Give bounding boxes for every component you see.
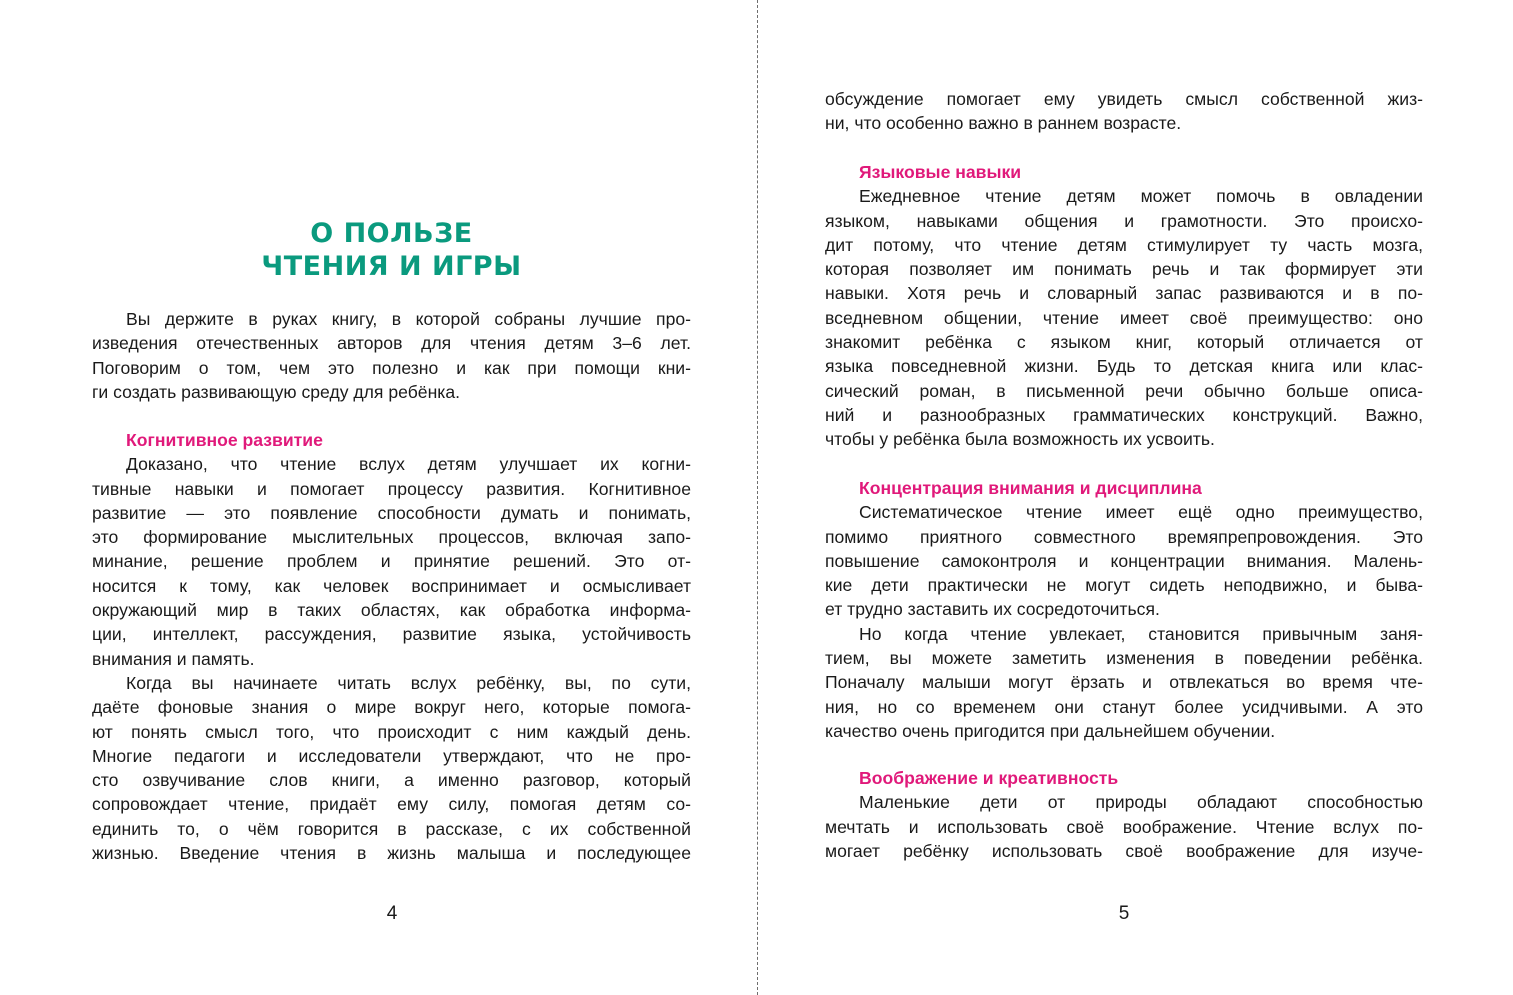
text-line: Доказано, что чтение вслух детям улучшает их когни- [126, 454, 691, 475]
text-line: Поговорим о том, чем это полезно и как при помощи кни- [92, 357, 691, 378]
text-line: навыки. Хотя речь и словарный запас развиваются и в по- [825, 283, 1423, 304]
text-line: помимо приятного совместного времяпрепровождения. Это [825, 526, 1423, 547]
text-line: тивные навыки и помогает процессу развития. Когнитивное [92, 478, 691, 499]
section-heading-language: Языковые навыки [859, 162, 1022, 182]
continuation-paragraph [825, 87, 1423, 136]
page-number: 5 [1118, 903, 1130, 924]
section-cognitive [92, 428, 691, 865]
text-line: ции, интеллект, рассуждения, развитие языка, устойчивость [92, 624, 691, 645]
text-line: мечтать и использовать своё воображение. Чтение вслух по- [825, 816, 1423, 837]
text-line: повышение самоконтроля и концентрации внимания. Малень- [825, 550, 1423, 571]
text-line: вседневном общении, чтение имеет своё преимущество: оно [825, 307, 1423, 328]
text-line: Вы держите в руках книгу, в которой собраны лучшие про- [126, 309, 691, 329]
text-line: сто озвучивание слов книги, а именно разговор, который [92, 770, 691, 791]
section-concentration [825, 476, 1423, 743]
text-line: внимания и память. [92, 648, 255, 669]
text-line: единить то, о чём говорится в рассказе, с их собственной [92, 818, 691, 839]
section-heading-concentration: Концентрация внимания и дисциплина [859, 478, 1202, 498]
text-line: кие дети практически не могут сидеть неподвижно, и быва- [825, 575, 1423, 596]
left-page [92, 0, 691, 995]
chapter-title-line-1: О ПОЛЬЗЕ [310, 218, 473, 249]
text-line: Ежедневное чтение детям может помочь в овладении [859, 186, 1423, 207]
text-line: ги создать развивающую среду для ребёнка. [92, 381, 461, 402]
text-line: окружающий мир в таких областях, как обработка информа- [92, 600, 691, 621]
text-line: дит потому, что чтение детям стимулирует ту часть мозга, [825, 234, 1423, 255]
text-line: качество очень пригодится при дальнейшем обучении. [825, 720, 1276, 741]
section-heading-imagination: Воображение и креативность [859, 768, 1119, 788]
text-line: языком, навыками общения и грамотности. Это происхо- [825, 210, 1423, 231]
text-line: ний и разнообразных грамматических конструкций. Важно, [825, 404, 1423, 425]
chapter-title-line-2: ЧТЕНИЯ И ИГРЫ [261, 251, 522, 282]
text-line: чтобы у ребёнка была возможность их усвоить. [825, 429, 1215, 450]
text-line: тием, вы можете заметить изменения в поведении ребёнка. [825, 648, 1423, 669]
text-line: изведения отечественных авторов для чтения детям 3–6 лет. [92, 333, 691, 354]
text-line: Многие педагоги и исследователи утверждают, что не про- [92, 745, 691, 766]
text-line: ни, что особенно важно в раннем возрасте. [825, 113, 1182, 134]
section-heading-cognitive: Когнитивное развитие [126, 430, 323, 450]
chapter-title [92, 217, 691, 283]
text-line: Поначалу малыши могут ёрзать и отвлекаться во время чте- [825, 672, 1423, 693]
spread-divider [757, 0, 758, 995]
text-line: Систематическое чтение имеет ещё одно преимущество, [859, 502, 1423, 523]
text-line: даёте фоновые знания о мире вокруг него, которые помога- [92, 697, 691, 718]
text-line: носится к тому, как человек воспринимает и осмысливает [92, 575, 691, 596]
section-language [825, 160, 1423, 452]
text-line: сический роман, в письменной речи обычно больше описа- [825, 380, 1423, 401]
text-line: Но когда чтение увлекает, становится привычным заня- [859, 623, 1423, 644]
text-line: Маленькие дети от природы обладают способностью [859, 792, 1423, 813]
text-line: Когда вы начинаете читать вслух ребёнку, вы, по сути, [126, 672, 691, 693]
text-line: могает ребёнку использовать своё воображение для изуче- [825, 840, 1423, 861]
text-line: ют понять смысл того, что происходит с ним каждый день. [92, 721, 691, 742]
text-line: ния, но со временем они станут более усидчивыми. А это [825, 696, 1423, 717]
text-line: это формирование мыслительных процессов, включая запо- [92, 527, 691, 548]
section-imagination [825, 766, 1423, 863]
text-line: сопровождает чтение, придаёт ему силу, помогая детям со- [92, 794, 691, 815]
intro-paragraph [92, 307, 691, 404]
text-line: языка повседневной жизни. Будь то детская книга или клас- [825, 356, 1423, 377]
text-line: жизнью. Введение чтения в жизнь малыша и последующее [92, 843, 691, 864]
text-line: минание, решение проблем и принятие решений. Это от- [92, 551, 691, 572]
text-line: обсуждение помогает ему увидеть смысл собственной жиз- [825, 89, 1423, 109]
text-line: ет трудно заставить их сосредоточиться. [825, 599, 1160, 620]
right-page [825, 0, 1423, 995]
text-line: которая позволяет им понимать речь и так формирует эти [825, 259, 1423, 280]
text-line: знакомит ребёнка с языком книг, который отличается от [825, 332, 1423, 353]
page-number: 4 [386, 903, 398, 924]
text-line: развитие — это появление способности думать и понимать, [92, 502, 691, 523]
